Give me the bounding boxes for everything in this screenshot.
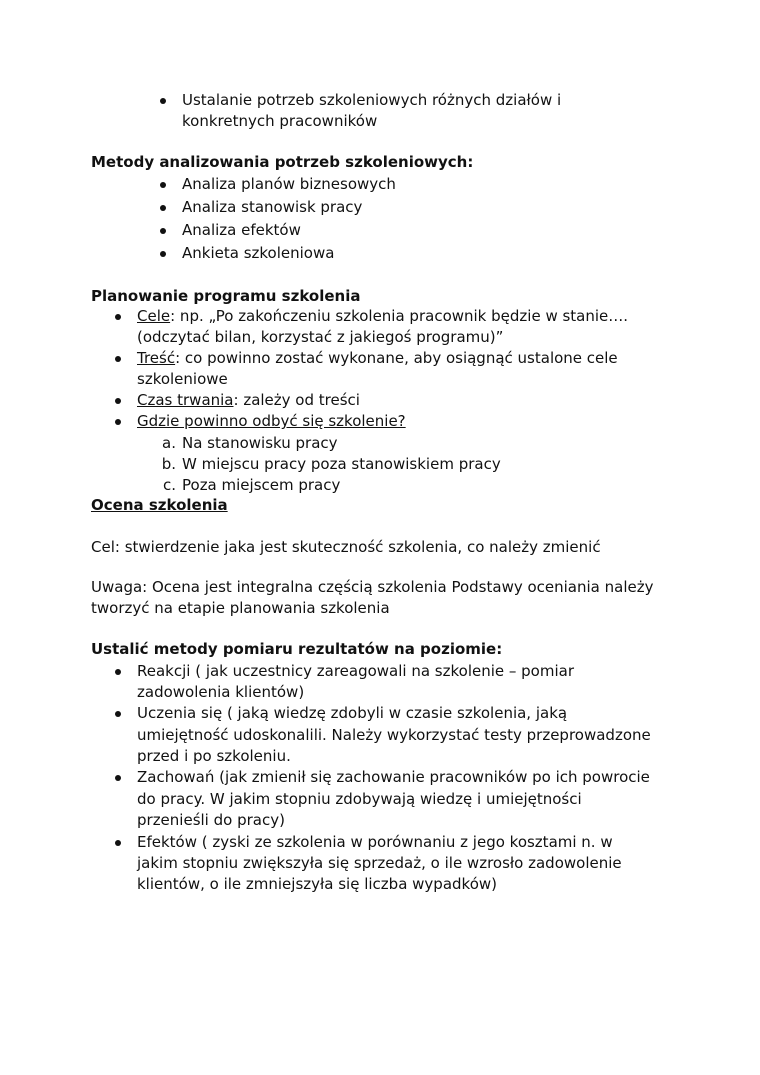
where-question: Gdzie powinno odbyć się szkolenie? — [137, 412, 406, 430]
goals-text-continued: (odczytać bilan, korzystać z jakiegoś programu)” — [137, 328, 504, 346]
methods-heading: Metody analizowania potrzeb szkoleniowych: — [91, 153, 474, 171]
option-letter: a. — [162, 434, 176, 452]
bullet — [115, 419, 121, 425]
level-text: przed i po szkoleniu. — [137, 747, 291, 765]
evaluation-note-continued: tworzyć na etapie planowania szkolenia — [91, 599, 390, 617]
content-text-continued: szkoleniowe — [137, 370, 228, 388]
option-text: Poza miejscem pracy — [182, 476, 341, 494]
duration-text: : zależy od treści — [233, 391, 360, 409]
option-text: W miejscu pracy poza stanowiskiem pracy — [182, 455, 501, 473]
bullet — [160, 251, 166, 257]
bullet — [115, 314, 121, 320]
goals-term: Cele — [137, 307, 171, 325]
level-text: Efektów ( zyski ze szkolenia w porównaniu z jego kosztami n. w — [137, 833, 613, 851]
level-text: jakim stopniu zwiększyła się sprzedaż, o ile wzrosło zadowolenie — [137, 854, 622, 872]
goals-item — [137, 306, 628, 327]
bullet — [115, 398, 121, 404]
planning-heading: Planowanie programu szkolenia — [91, 287, 361, 305]
level-text: zadowolenia klientów) — [137, 683, 305, 701]
option-text: Na stanowisku pracy — [182, 434, 338, 452]
bullet — [115, 711, 121, 717]
levels-heading: Ustalić metody pomiaru rezultatów na poziomie: — [91, 640, 503, 658]
bullet — [115, 775, 121, 781]
level-text: Reakcji ( jak uczestnicy zareagowali na szkolenie – pomiar — [137, 662, 574, 680]
evaluation-heading: Ocena szkolenia — [91, 496, 228, 514]
list-item-text: Analiza stanowisk pracy — [182, 198, 363, 216]
list-item-text: konkretnych pracowników — [182, 112, 378, 130]
bullet — [160, 182, 166, 188]
goals-text: : np. „Po zakończeniu szkolenia pracownik będzie w stanie…. — [170, 307, 629, 325]
bullet — [160, 228, 166, 234]
option-letter: c. — [162, 476, 176, 494]
level-text: przenieśli do pracy) — [137, 811, 285, 829]
list-item-text: Ankieta szkoleniowa — [182, 244, 335, 262]
level-text: Uczenia się ( jaką wiedzę zdobyli w czasie szkolenia, jaką — [137, 704, 568, 722]
bullet — [160, 205, 166, 211]
bullet — [160, 98, 166, 104]
evaluation-goal: Cel: stwierdzenie jaka jest skuteczność szkolenia, co należy zmienić — [91, 538, 601, 556]
level-text: do pracy. W jakim stopniu zdobywają wiedzę i umiejętności — [137, 790, 582, 808]
content-text: : co powinno zostać wykonane, aby osiągnąć ustalone cele — [175, 349, 618, 367]
duration-term: Czas trwania — [137, 391, 234, 409]
list-item-text: Ustalanie potrzeb szkoleniowych różnych działów i — [182, 91, 562, 109]
bullet — [115, 356, 121, 362]
bullet — [115, 840, 121, 846]
bullet — [115, 669, 121, 675]
evaluation-note: Uwaga: Ocena jest integralna częścią szkolenia Podstawy oceniania należy — [91, 578, 654, 596]
content-item — [137, 348, 618, 369]
level-text: umiejętność udoskonalili. Należy wykorzystać testy przeprowadzone — [137, 726, 651, 744]
list-item-text: Analiza planów biznesowych — [182, 175, 396, 193]
option-letter: b. — [161, 455, 176, 473]
list-item-text: Analiza efektów — [182, 221, 301, 239]
content-term: Treść — [137, 349, 176, 367]
level-text: klientów, o ile zmniejszyła się liczba wypadków) — [137, 875, 497, 893]
duration-item — [137, 390, 360, 411]
level-text: Zachowań (jak zmienił się zachowanie pracowników po ich powrocie — [137, 768, 650, 786]
